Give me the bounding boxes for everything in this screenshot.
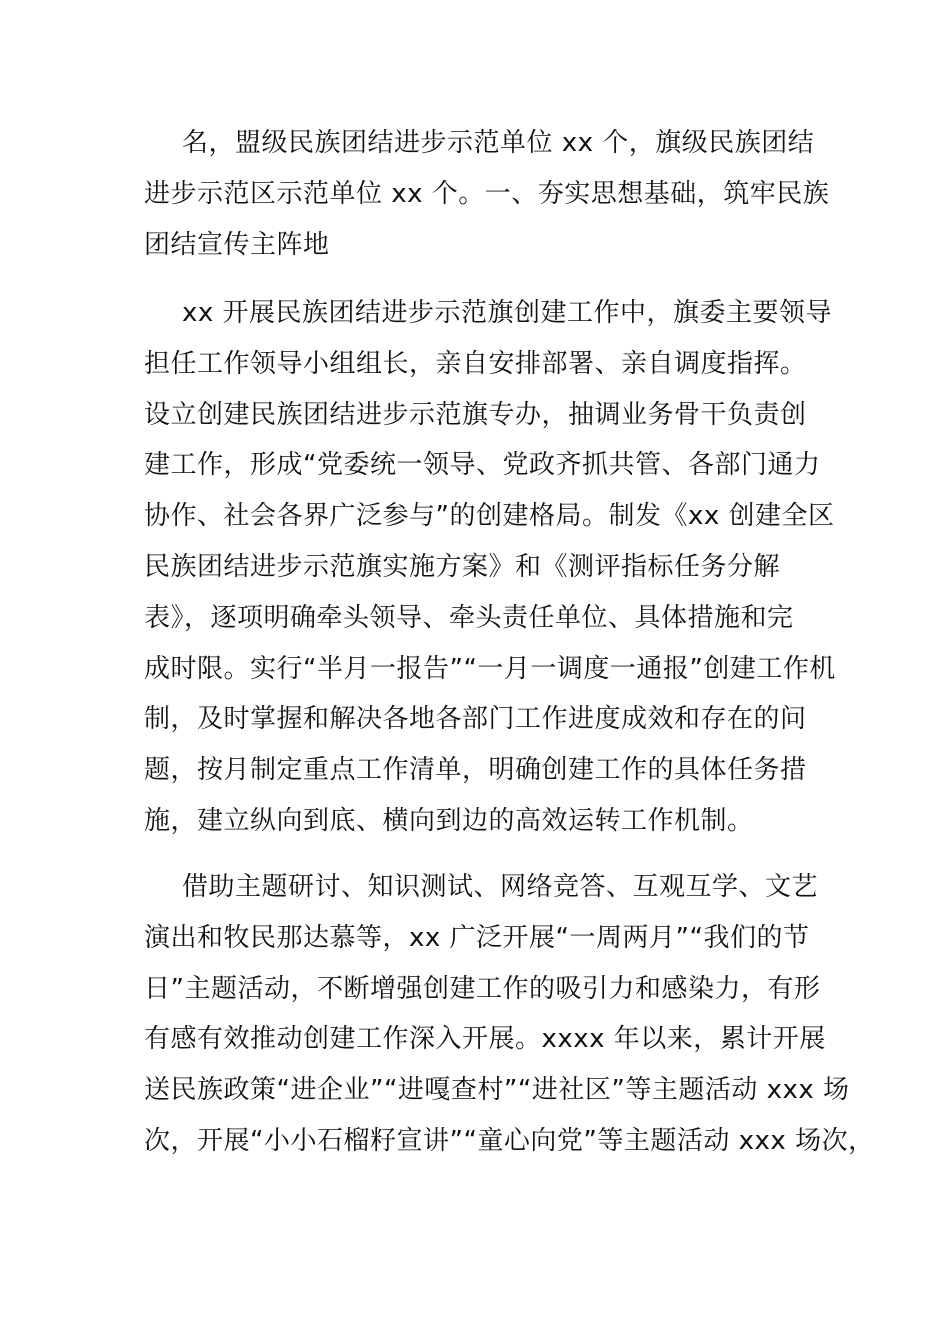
text-line: 成时限。实行“半月一报告”“一月一调度一通报”创建工作机 xyxy=(144,653,836,684)
text-line: 有感有效推动创建工作深入开展。xxxx 年以来，累计开展 xyxy=(144,1024,826,1055)
text-line: 建工作，形成“党委统一领导、党政齐抓共管、各部门通力 xyxy=(144,450,821,481)
text-line: 进步示范区示范单位 xx 个。一、夯实思想基础，筑牢民族 xyxy=(144,178,830,209)
text-line: 日”主题活动，不断增强创建工作的吸引力和感染力，有形 xyxy=(144,973,821,1004)
text-line: 民族团结进步示范旗实施方案》和《测评指标任务分解 xyxy=(144,551,781,582)
text-line: 次，开展“小小石榴籽宣讲”“童心向党”等主题活动 xxx 场次， xyxy=(144,1125,875,1156)
text-line: 协作、社会各界广泛参与”的创建格局。制发《xx 创建全区 xyxy=(144,501,835,532)
text-line: 借助主题研讨、知识测试、网络竞答、互观互学、文艺 xyxy=(182,872,819,902)
text-line: 名，盟级民族团结进步示范单位 xx 个，旗级民族团结 xyxy=(182,128,815,158)
text-line: 施，建立纵向到底、横向到边的高效运转工作机制。 xyxy=(144,805,754,836)
text-line: 团结宣传主阵地 xyxy=(144,229,330,260)
text-line: 题，按月制定重点工作清单，明确创建工作的具体任务措 xyxy=(144,755,807,786)
paragraph-2 xyxy=(144,288,834,847)
text-line: xx 开展民族团结进步示范旗创建工作中，旗委主要领导 xyxy=(182,298,833,328)
paragraph-3 xyxy=(144,862,875,1167)
text-line: 制，及时掌握和解决各地各部门工作进度成效和存在的问 xyxy=(144,704,807,735)
text-line: 送民族政策“进企业”“进嘎查村”“进社区”等主题活动 xxx 场 xyxy=(144,1075,850,1106)
text-line: 设立创建民族团结进步示范旗专办，抽调业务骨干负责创 xyxy=(144,399,807,430)
paragraph-1 xyxy=(144,118,834,270)
text-line: 表》，逐项明确牵头领导、牵头责任单位、具体措施和完 xyxy=(144,602,794,633)
text-line: 演出和牧民那达慕等，xx 广泛开展“一周两月”“我们的节 xyxy=(144,922,810,953)
text-line: 担任工作领导小组组长，亲自安排部署、亲自调度指挥。 xyxy=(144,348,807,379)
